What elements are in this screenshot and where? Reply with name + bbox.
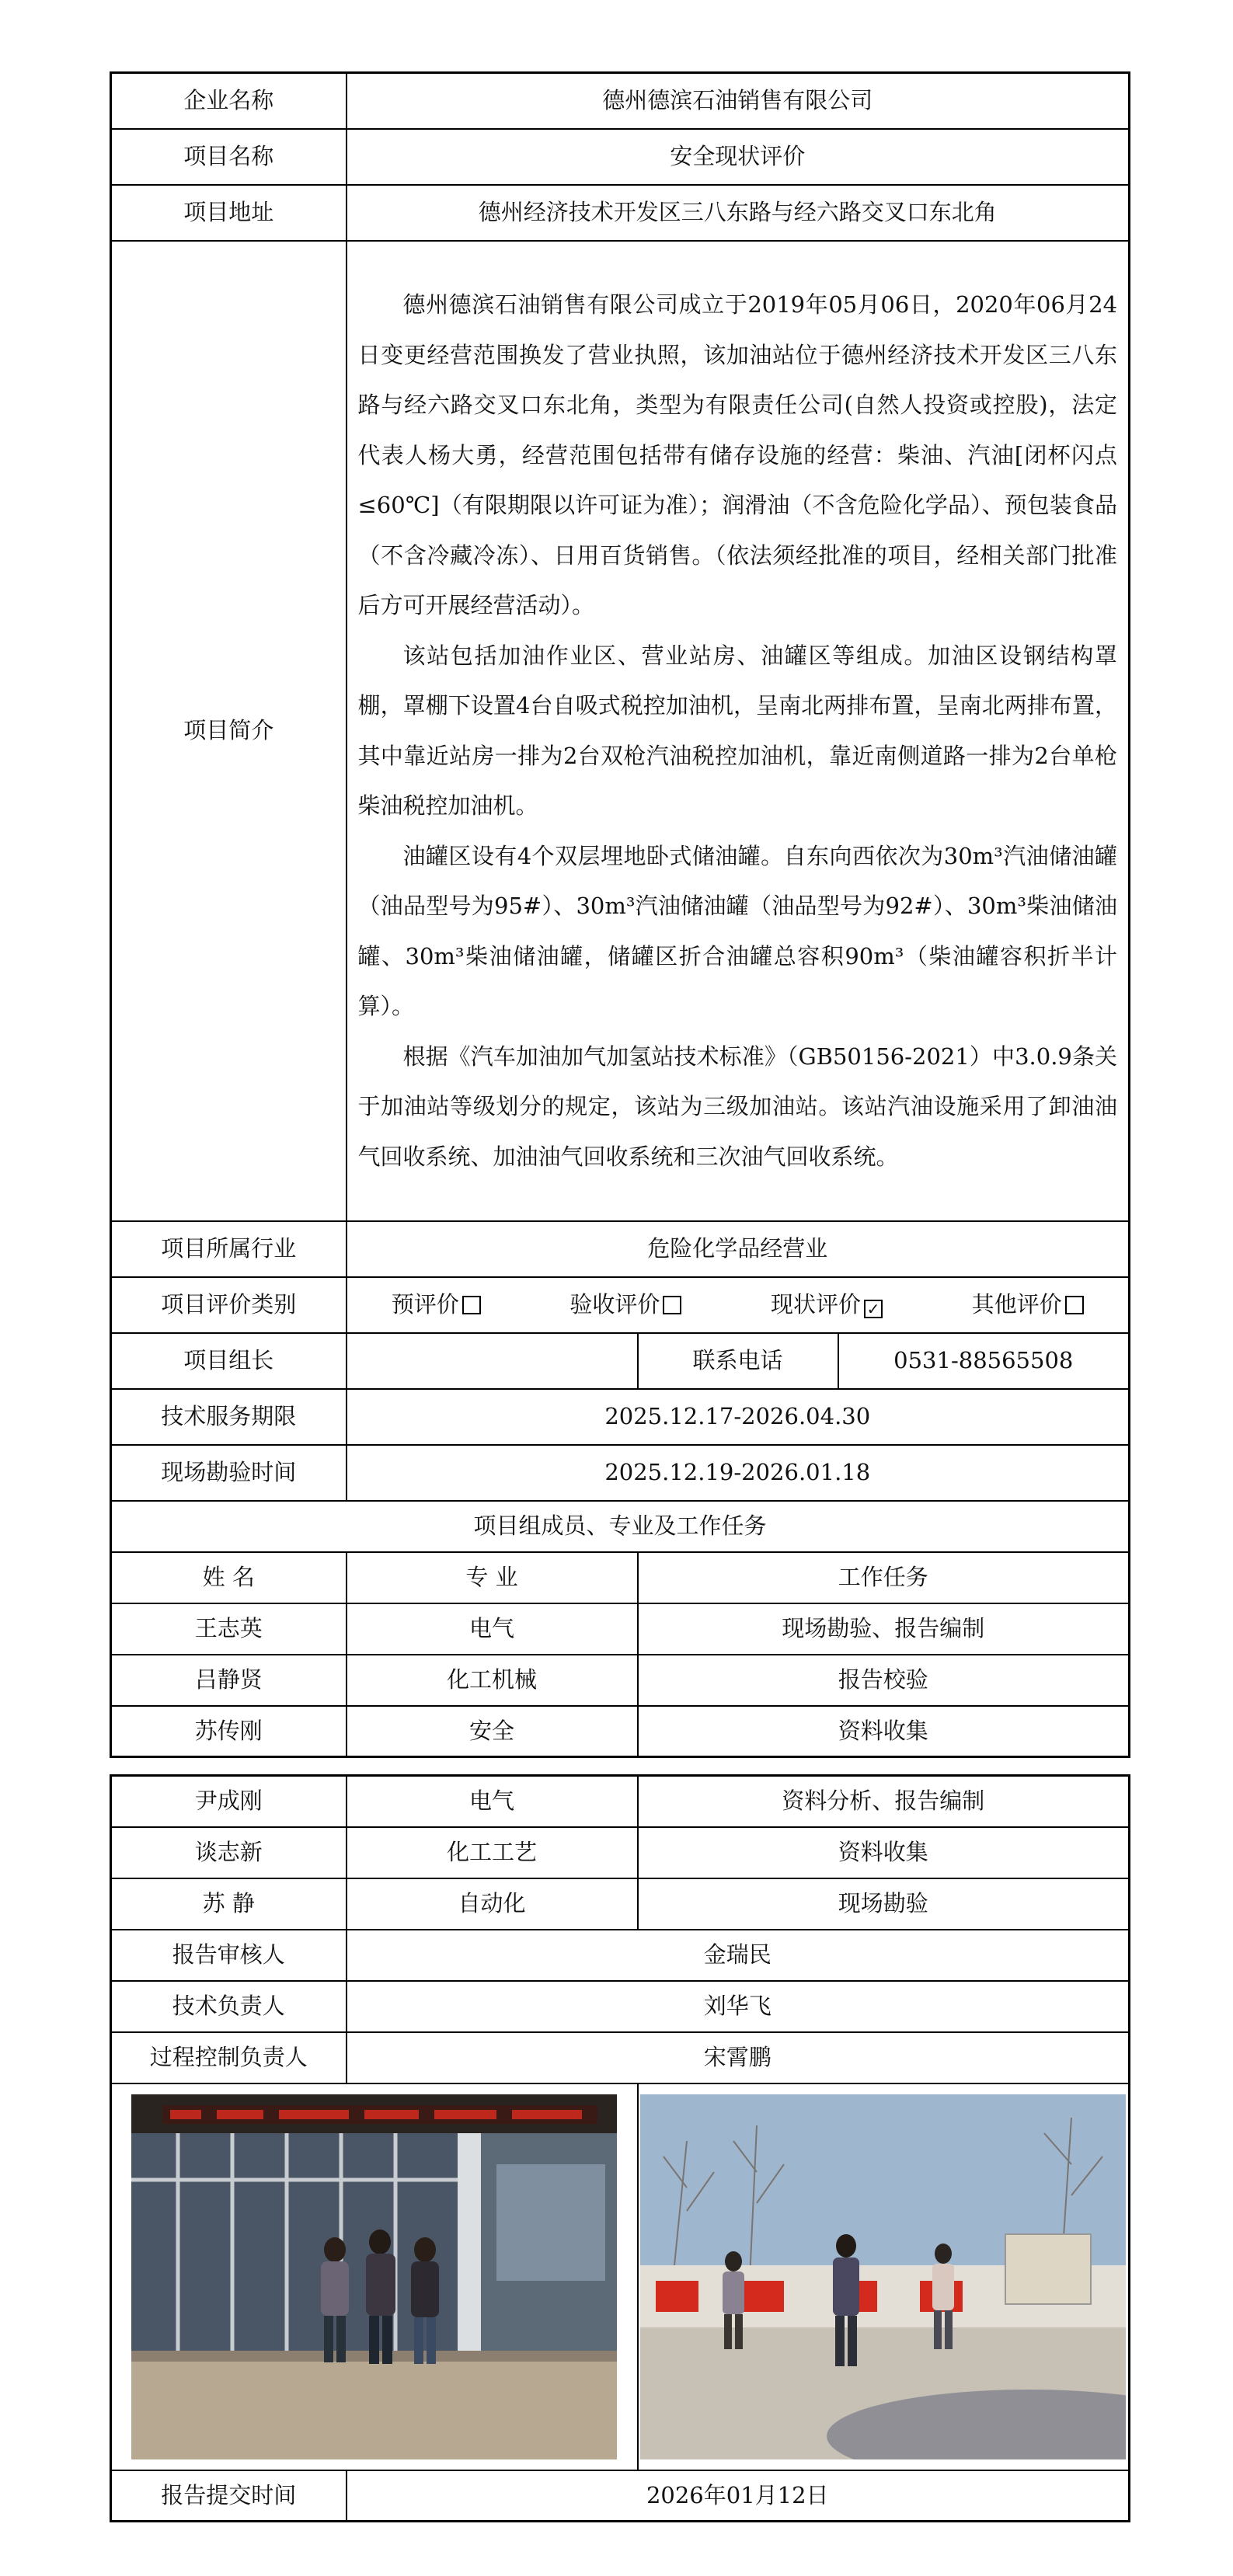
intro-paragraph: 该站包括加油作业区、营业站房、油罐区等组成。加油区设钢结构罩棚，罩棚下设置4台自吸式税控加油机，呈南北两排布置，呈南北两排布置，其中靠近站房一排为2台双枪汽油税控加油机，靠近南侧道路一排为2台单枪柴油税控加油机。	[357, 642, 1118, 819]
company-label: 企业名称	[111, 73, 347, 129]
eval-type-label: 项目评价类别	[111, 1277, 347, 1333]
intro-label: 项目简介	[111, 241, 347, 1221]
eval-option-label: 现状评价	[771, 1291, 862, 1318]
member-name: 吕静贤	[111, 1655, 347, 1706]
site-photo-tank-area	[640, 2094, 1126, 2459]
eval-option-acceptance[interactable]	[569, 1291, 681, 1318]
project-address-label: 项目地址	[111, 185, 347, 241]
intro-paragraph: 油罐区设有4个双层埋地卧式储油罐。自东向西依次为30m³汽油储油罐（油品型号为95#）、30m³汽油储油罐（油品型号为92#）、30m³柴油储油罐、30m³柴油储油罐，储罐区折合油罐总容积90m³（柴油罐容积折半计算）。	[357, 842, 1118, 1019]
checkbox-icon[interactable]	[663, 1296, 681, 1314]
members-header-major: 专 业	[347, 1552, 638, 1603]
company-value: 德州德滨石油销售有限公司	[347, 73, 1130, 129]
info-table-page1	[110, 71, 1130, 1758]
photo-cell-left	[111, 2083, 638, 2470]
eval-option-label: 验收评价	[569, 1291, 660, 1318]
process-lead-value: 宋霄鹏	[347, 2032, 1130, 2083]
submit-time-label: 报告提交时间	[111, 2470, 347, 2522]
member-task: 现场勘验	[638, 1878, 1130, 1930]
member-major: 电气	[347, 1603, 638, 1655]
members-header-task: 工作任务	[638, 1552, 1130, 1603]
industry-label: 项目所属行业	[111, 1221, 347, 1277]
site-photo-office	[131, 2094, 617, 2459]
table-row	[111, 1603, 1130, 1655]
intro-text	[347, 241, 1130, 1221]
member-major: 化工机械	[347, 1655, 638, 1706]
survey-time-value: 2025.12.19-2026.01.18	[347, 1445, 1130, 1501]
intro-paragraph: 德州德滨石油销售有限公司成立于2019年05月06日，2020年06月24日变更经营范围换发了营业执照，该加油站位于德州经济技术开发区三八东路与经六路交叉口东北角，类型为有限责任公司(自然人投资或控股)，法定代表人杨大勇，经营范围包括带有储存设施的经营：柴油、汽油[闭杯闪点≤60℃]（有限期限以许可证为准）；润滑油（不含危险化学品）、预包装食品（不含冷藏冷冻）、日用百货销售。（依法须经批准的项目，经相关部门批准后方可开展经营活动）。	[357, 291, 1118, 618]
checkbox-checked-icon[interactable]: ✓	[864, 1300, 883, 1318]
eval-type-options	[347, 1277, 1130, 1333]
leader-value	[347, 1333, 638, 1389]
eval-option-current[interactable]	[771, 1291, 883, 1318]
table-row	[111, 1776, 1130, 1827]
checkbox-icon[interactable]	[1065, 1296, 1084, 1314]
member-name: 苏传刚	[111, 1706, 347, 1757]
process-lead-label: 过程控制负责人	[111, 2032, 347, 2083]
reviewer-label: 报告审核人	[111, 1930, 347, 1981]
tech-lead-label: 技术负责人	[111, 1981, 347, 2032]
member-task: 资料收集	[638, 1827, 1130, 1878]
project-name-value: 安全现状评价	[347, 129, 1130, 185]
member-task: 资料收集	[638, 1706, 1130, 1757]
member-major: 电气	[347, 1776, 638, 1827]
table-row	[111, 1827, 1130, 1878]
member-major: 安全	[347, 1706, 638, 1757]
intro-paragraph: 根据《汽车加油加气加氢站技术标准》（GB50156-2021）中3.0.9条关于加油站等级划分的规定，该站为三级加油站。该站汽油设施采用了卸油油气回收系统、加油油气回收系统和三次油气回收系统。	[357, 1043, 1118, 1170]
project-name-label: 项目名称	[111, 129, 347, 185]
reviewer-value: 金瑞民	[347, 1930, 1130, 1981]
survey-time-label: 现场勘验时间	[111, 1445, 347, 1501]
submit-time-value: 2026年01月12日	[347, 2470, 1130, 2522]
member-name: 王志英	[111, 1603, 347, 1655]
eval-option-pre[interactable]	[392, 1291, 481, 1318]
member-task: 现场勘验、报告编制	[638, 1603, 1130, 1655]
member-name: 尹成刚	[111, 1776, 347, 1827]
table-row	[111, 1706, 1130, 1757]
tech-lead-value: 刘华飞	[347, 1981, 1130, 2032]
eval-option-label: 预评价	[391, 1291, 459, 1318]
member-task: 资料分析、报告编制	[638, 1776, 1130, 1827]
phone-label: 联系电话	[638, 1333, 838, 1389]
table-row	[111, 1878, 1130, 1930]
info-table-page2	[110, 1774, 1130, 2522]
phone-value: 0531-88565508	[838, 1333, 1130, 1389]
member-task: 报告校验	[638, 1655, 1130, 1706]
member-name: 苏 静	[111, 1878, 347, 1930]
leader-label: 项目组长	[111, 1333, 347, 1389]
member-major: 化工工艺	[347, 1827, 638, 1878]
project-address-value: 德州经济技术开发区三八东路与经六路交叉口东北角	[347, 185, 1130, 241]
member-major: 自动化	[347, 1878, 638, 1930]
photo-cell-right	[638, 2083, 1130, 2470]
members-header-name: 姓 名	[111, 1552, 347, 1603]
service-period-label: 技术服务期限	[111, 1389, 347, 1445]
members-title: 项目组成员、专业及工作任务	[111, 1501, 1130, 1552]
eval-option-label: 其他评价	[971, 1291, 1062, 1318]
member-name: 谈志新	[111, 1827, 347, 1878]
checkbox-icon[interactable]	[462, 1296, 481, 1314]
industry-value: 危险化学品经营业	[347, 1221, 1130, 1277]
table-row	[111, 1655, 1130, 1706]
eval-option-other[interactable]	[972, 1291, 1084, 1318]
service-period-value: 2025.12.17-2026.04.30	[347, 1389, 1130, 1445]
